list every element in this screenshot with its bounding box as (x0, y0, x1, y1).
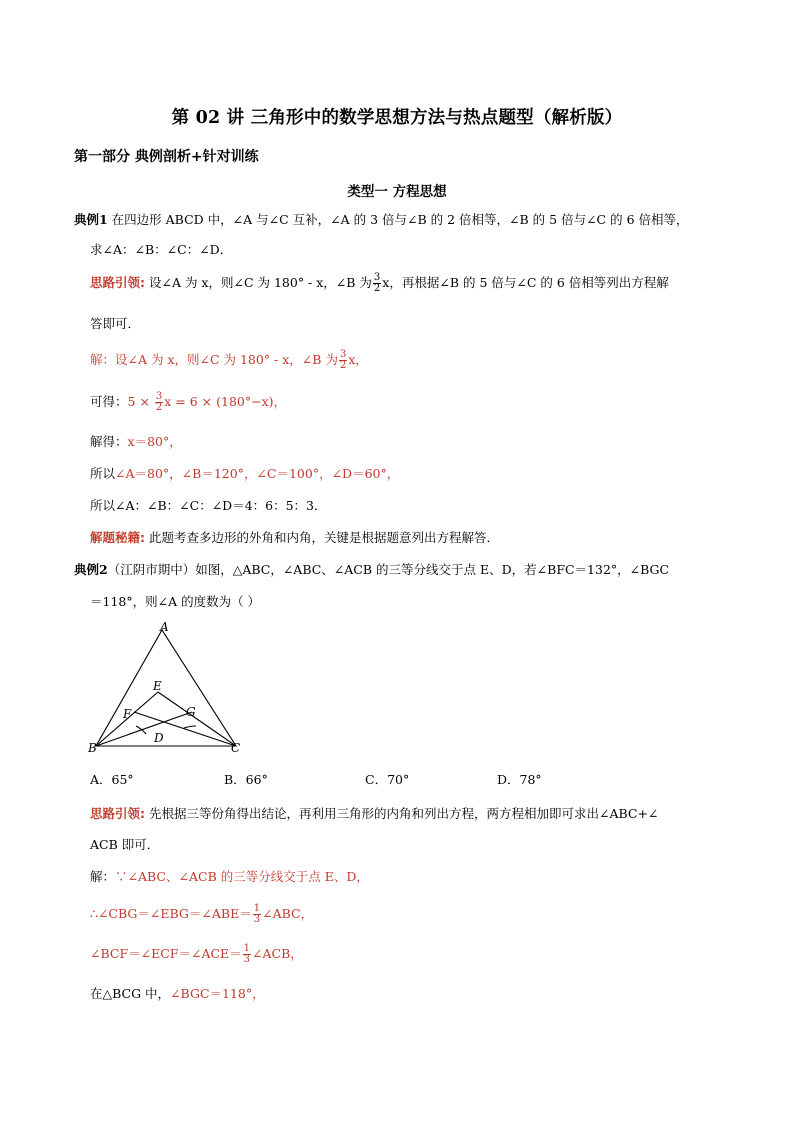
fraction: $\frac{3}{2}$ (155, 391, 163, 413)
fraction: $\frac{3}{2}$ (373, 272, 381, 294)
example2-hint-line2: ACB 即可． (90, 837, 160, 852)
label-g: G (186, 705, 196, 719)
fraction: $\frac{3}{2}$ (339, 349, 347, 371)
example2-question-line1: 典例2（江阴市期中）如图，△ABC，∠ABC、∠ACB 的三等分线交于点 E、D，若∠BFC＝132°，∠BGC (74, 562, 670, 577)
example1-solution-line2: 可得：5 × $\frac{3}{2}$ x = 6 × (180°−x)， (90, 391, 286, 413)
secret-label: 解题秘籍: (90, 530, 145, 545)
triangle-figure (80, 618, 260, 760)
label-b: B (88, 741, 97, 755)
example2-solution-line1: 解：∵∠ABC、∠ACB 的三等分线交于点 E、D， (90, 869, 369, 884)
fraction: $\frac{1}{3}$ (243, 943, 251, 965)
example1-solution-line3: 解得：x＝80°， (90, 434, 182, 449)
example2-question-line2: ＝118°，则∠A 的度数为（ ） (90, 594, 261, 609)
choice-a: A．65° (90, 772, 134, 787)
example2-solution-line2: ∴∠CBG＝∠EBG＝∠ABE＝ $\frac{1}{3}$ ∠ABC， (90, 903, 314, 925)
hint-text-pre: 设∠A 为 x，则∠C 为 180° - x，∠B 为 (145, 275, 372, 290)
example1-solution-line4: 所以∠A＝80°，∠B＝120°，∠C＝100°，∠D＝60°， (90, 466, 400, 481)
example1-label: 典例1 (74, 212, 108, 227)
example1-solution-line1: 解：设∠A 为 x，则∠C 为 180° - x，∠B 为 $\frac{3}{2}$ x， (90, 349, 368, 371)
part-heading: 第一部分 典例剖析+针对训练 (74, 149, 259, 165)
page-title: 第 02 讲 三角形中的数学思想方法与热点题型（解析版） (171, 108, 623, 128)
choice-b: B．66° (224, 772, 268, 787)
example1-question-line1 (74, 210, 689, 228)
fraction: $\frac{1}{3}$ (253, 903, 261, 925)
type-heading: 类型一 方程思想 (347, 184, 447, 200)
example1-hint-line1 (90, 273, 669, 294)
example2-hint-line1: 思路引领: 先根据三等份角得出结论，再利用三角形的内角和列出方程，两方程相加即可求出∠ABC+∠ (90, 806, 659, 821)
angle-mark-g (184, 726, 196, 728)
example1-hint-line2: 答即可． (90, 316, 141, 331)
line-bg (96, 712, 192, 746)
example2-label: 典例2 (74, 562, 108, 577)
label-f: F (123, 707, 132, 721)
example1-secret-line: 解题秘籍: 此题考查多边形的外角和内角，关键是根据题意列出方程解答． (90, 530, 499, 545)
label-d: D (154, 731, 164, 745)
line-ce (158, 692, 236, 746)
label-a: A (160, 620, 169, 634)
label-e: E (153, 679, 162, 693)
example2-solution-line4: 在△BCG 中，∠BGC＝118°， (90, 986, 265, 1001)
example2-solution-line3: ∠BCF＝∠ECF＝∠ACE＝ $\frac{1}{3}$ ∠ACB， (90, 943, 303, 965)
choice-d: D．78° (497, 772, 542, 787)
hint-label: 思路引领: (90, 806, 145, 821)
line-cf (134, 712, 236, 746)
hint-label: 思路引领: (90, 275, 145, 290)
label-c: C (231, 741, 241, 755)
example1-solution-line5: 所以∠A：∠B：∠C：∠D＝4：6：5：3． (90, 498, 327, 513)
hint-text-post: x，再根据∠B 的 5 倍与∠C 的 6 倍相等列出方程解 (382, 275, 669, 290)
example1-question-text: 在四边形 ABCD 中，∠A 与∠C 互补，∠A 的 3 倍与∠B 的 2 倍相等，∠B 的 5 倍与∠C 的 6 倍相等， (107, 212, 689, 227)
choice-c: C．70° (365, 772, 410, 787)
triangle-abc (96, 630, 236, 746)
example1-question-line2: 求∠A：∠B：∠C：∠D． (90, 242, 233, 257)
